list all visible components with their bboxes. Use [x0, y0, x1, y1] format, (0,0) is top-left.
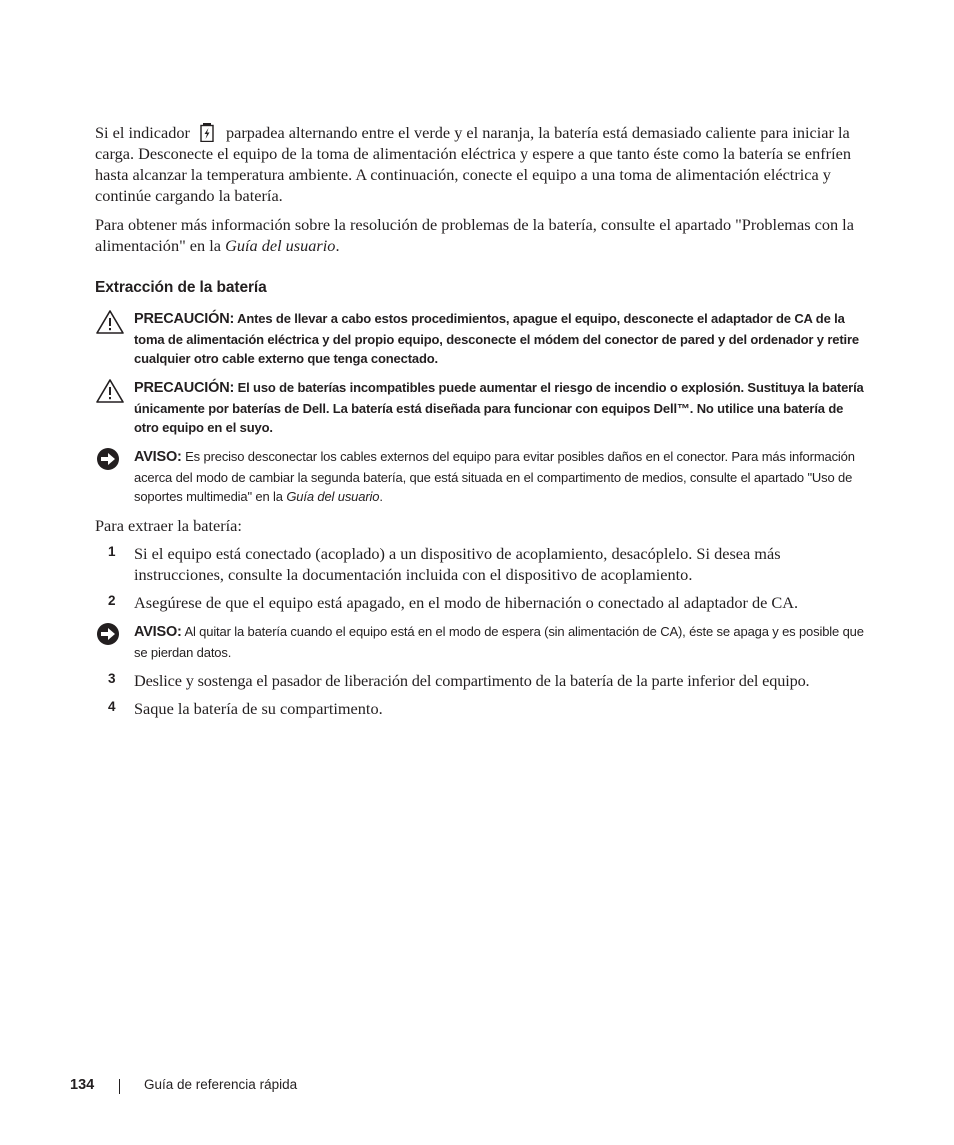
- aviso-notice-2: [95, 622, 865, 662]
- step-number: 3: [108, 671, 116, 686]
- footer-title: Guía de referencia rápida: [144, 1077, 298, 1092]
- page-number: 134: [70, 1077, 95, 1093]
- aviso-notice-1: [95, 447, 865, 507]
- procedure-step-1: [95, 543, 865, 585]
- caution-text: Antes de llevar a cabo estos procedimientos, apague el equipo, desconecte el adaptador de CA de la toma de alimentación eléctrica y del propio equipo, desconecte el módem del conector de pared y del ordenador y retire cualquier otro cable externo que tenga conectado.: [134, 311, 859, 366]
- step-number: 4: [108, 699, 116, 714]
- user-guide-reference: Guía del usuario: [225, 236, 336, 255]
- caution-label: PRECAUCIÓN:: [134, 380, 235, 396]
- intro-text-after-icon: parpadea alternando entre el verde y el naranja, la batería está demasiado caliente para iniciar la carga. Desconecte el equipo de la toma de alimentación eléctrica y espere a que tanto éste como la batería se enfríen hasta alcanzar la temperatura ambiente. A continuación, conecte el equipo a una toma de alimentación eléctrica y continúe cargando la batería.: [95, 123, 851, 205]
- step-text: Deslice y sostenga el pasador de liberación del compartimento de la batería de la parte inferior del equipo.: [134, 671, 810, 690]
- caution-text: El uso de baterías incompatibles puede aumentar el riesgo de incendio o explosión. Sustituya la batería únicamente por baterías de Dell. La batería está diseñada para funcionar con equipos Dell™. No utilice una batería de otro equipo en el suyo.: [134, 380, 864, 435]
- user-guide-reference: Guía del usuario: [286, 489, 380, 504]
- caution-label: PRECAUCIÓN:: [134, 311, 235, 327]
- intro-paragraph-more-info: [95, 214, 865, 256]
- intro-paragraph-battery-hot: [95, 122, 865, 206]
- aviso-text: Es preciso desconectar los cables externos del equipo para evitar posibles daños en el conector. Para más información acerca del modo de cambiar la segunda batería, que está situada en el compartimento de medios, consulte el apartado "Uso de soportes multimedia" en la: [134, 449, 855, 504]
- caution-notice-2: [95, 378, 865, 438]
- battery-charge-icon: [196, 122, 218, 142]
- aviso-text: Al quitar la batería cuando el equipo está en el modo de espera (sin alimentación de CA), éste se apaga y es posible que se pierdan datos.: [134, 624, 864, 660]
- more-info-text: Para obtener más información sobre la resolución de problemas de la batería, consulte el apartado "Problemas con la alimentación" en la: [95, 215, 854, 255]
- intro-text-before-icon: Si el indicador: [95, 123, 190, 142]
- aviso-label: AVISO:: [134, 449, 182, 465]
- notice-arrow-icon: [95, 622, 125, 648]
- procedure-step-4: [95, 698, 865, 719]
- warning-triangle-icon: [95, 309, 125, 335]
- step-text: Si el equipo está conectado (acoplado) a un dispositivo de acoplamiento, desacóplelo. Si desea más instrucciones, consulte la documentación incluida con el dispositivo de acoplamiento.: [134, 544, 781, 584]
- notice-arrow-icon: [95, 447, 125, 473]
- caution-notice-1: [95, 309, 865, 369]
- step-text: Saque la batería de su compartimento.: [134, 699, 383, 718]
- step-text: Asegúrese de que el equipo está apagado, en el modo de hibernación o conectado al adaptador de CA.: [134, 593, 799, 612]
- aviso-label: AVISO:: [134, 624, 182, 640]
- footer-divider: [119, 1079, 120, 1094]
- step-number: 2: [108, 593, 116, 608]
- step-number: 1: [108, 544, 116, 559]
- aviso-text-end: .: [379, 489, 383, 504]
- more-info-end: .: [335, 236, 340, 255]
- procedure-step-2: [95, 592, 865, 613]
- section-heading: Extracción de la batería: [95, 279, 267, 296]
- warning-triangle-icon: [95, 378, 125, 404]
- page-footer: [70, 1077, 298, 1093]
- procedure-intro: Para extraer la batería:: [95, 516, 242, 535]
- procedure-step-3: [95, 670, 865, 691]
